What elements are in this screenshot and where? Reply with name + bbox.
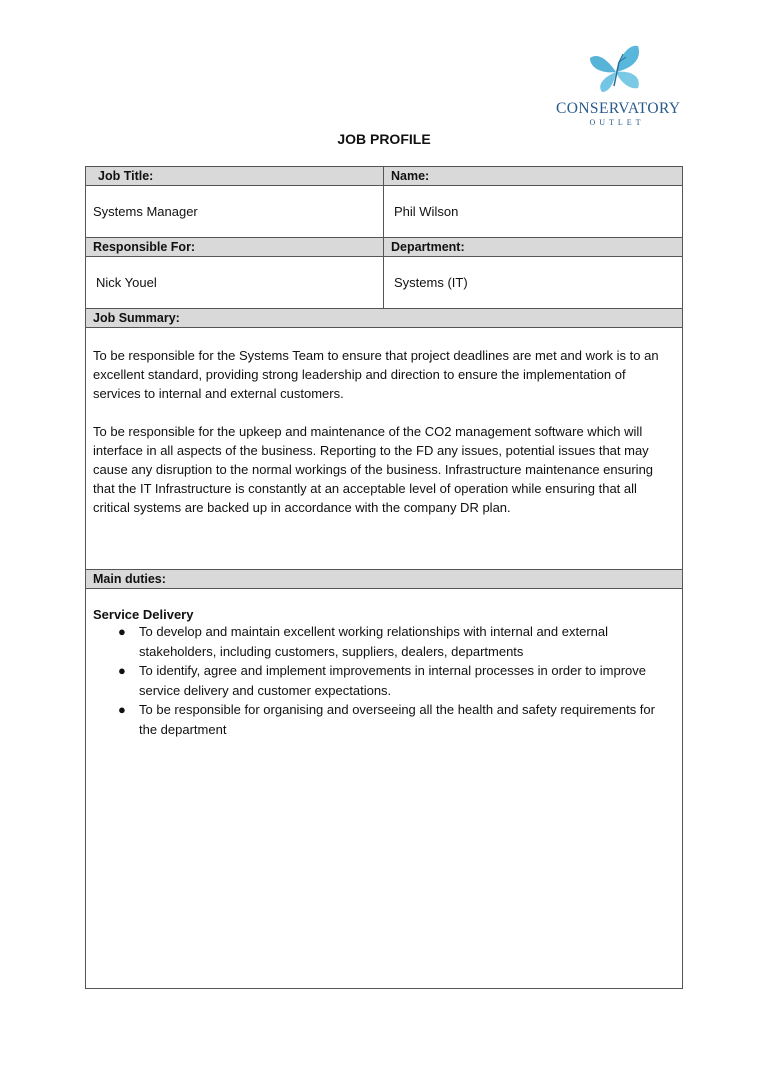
job-title-value-row	[86, 186, 682, 237]
name-value: Phil Wilson	[394, 204, 459, 219]
list-item	[93, 622, 675, 661]
bullet-icon: ●	[118, 624, 126, 639]
responsible-for-label: Responsible For:	[86, 238, 384, 256]
company-logo	[556, 42, 681, 132]
main-duties-label: Main duties:	[93, 572, 166, 586]
job-summary-header-row	[86, 308, 682, 328]
name-label: Name:	[391, 169, 430, 183]
butterfly-icon	[586, 42, 646, 100]
bullet-icon: ●	[118, 663, 126, 678]
list-item	[93, 661, 675, 700]
list-item	[93, 700, 675, 739]
page-title: JOB PROFILE	[337, 131, 431, 147]
job-title-value: Systems Manager	[86, 186, 384, 237]
main-duties-body	[86, 589, 682, 988]
summary-paragraph-1: To be responsible for the Systems Team to ensure that project deadlines are met and work is to an excellent standard, providing strong leadership and direction to ensure the implementation of services to internal and external customers.	[93, 348, 659, 401]
responsible-header-row	[86, 237, 682, 257]
service-delivery-heading: Service Delivery	[93, 607, 194, 622]
logo-subtitle: OUTLET	[589, 118, 645, 127]
job-title-label: Job Title:	[86, 167, 384, 185]
main-duties-header-row	[86, 569, 682, 589]
department-value: Systems (IT)	[394, 275, 468, 290]
duty-text: To develop and maintain excellent working relationships with internal and external stakeholders, including customers, suppliers, dealers, departments	[139, 624, 608, 659]
duty-text: To be responsible for organising and overseeing all the health and safety requirements for the department	[139, 702, 655, 737]
department-label: Department:	[391, 240, 465, 254]
summary-paragraph-2: To be responsible for the upkeep and maintenance of the CO2 management software which will interface in all aspects of the business. Reporting to the FD any issues, potential issues that may cause any disruption to the normal workings of the business. Infrastructure maintenance ensuring that the IT Infrastructure is constantly at an acceptable level of operation while ensuring that all critical systems are backed up in accordance with the company DR plan.	[93, 424, 654, 515]
bullet-icon: ●	[118, 702, 126, 717]
job-title-header-row	[86, 167, 682, 186]
job-summary-label: Job Summary:	[93, 311, 180, 325]
job-profile-form	[85, 166, 683, 989]
logo-wordmark: CONSERVATORY	[556, 100, 681, 117]
duty-text: To identify, agree and implement improvements in internal processes in order to improve service delivery and customer expectations.	[139, 663, 646, 698]
duties-list	[93, 622, 675, 739]
responsible-value-row	[86, 257, 682, 308]
job-summary-body	[86, 328, 682, 569]
responsible-for-value: Nick Youel	[86, 257, 384, 308]
